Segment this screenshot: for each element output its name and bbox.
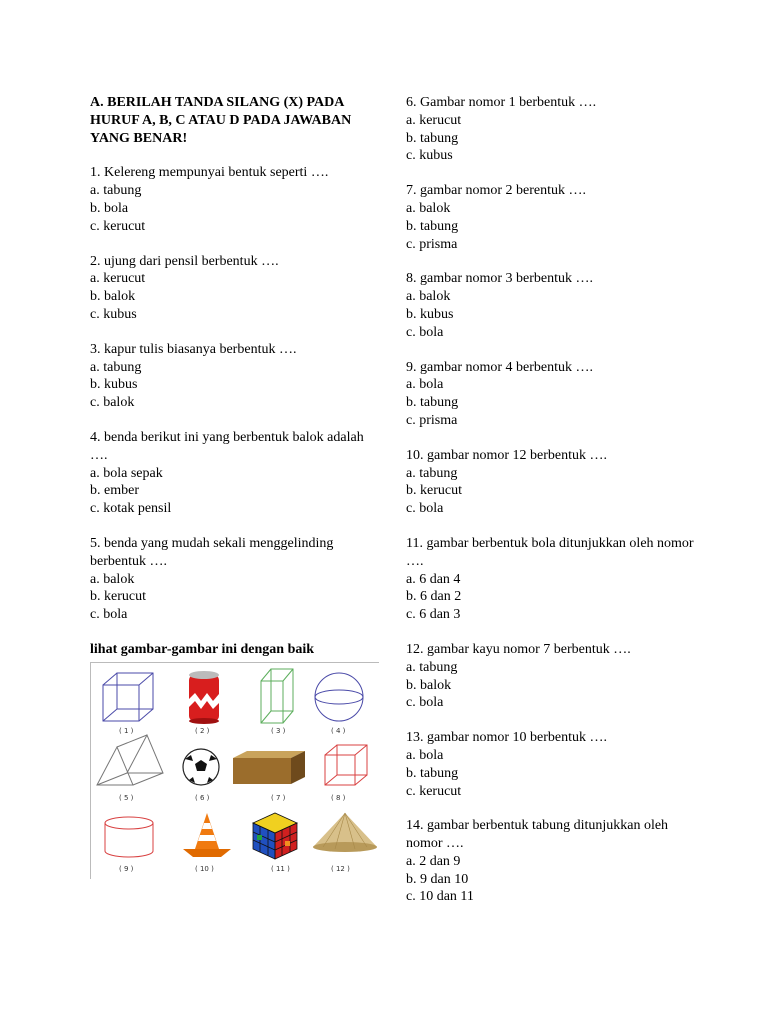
option-c: c. kotak pensil (90, 501, 172, 517)
prism-shape-5 (97, 735, 163, 785)
option-b: b. tabung (406, 218, 459, 234)
option-b: b. tabung (406, 395, 459, 411)
question-1 (90, 164, 380, 235)
question-text: 3. kapur tulis biasanya berbentuk …. (90, 341, 297, 357)
option-a: a. kerucut (90, 271, 146, 287)
option-c: c. bola (406, 501, 444, 517)
question-11 (406, 535, 706, 624)
can-shape-2 (189, 671, 219, 724)
figure-caption-7: ( 7 ) (271, 794, 286, 802)
question-text: 4. benda berikut ini yang berbentuk balok adalah …. (90, 429, 364, 463)
question-7 (406, 182, 706, 253)
figure-caption-5: ( 5 ) (119, 794, 134, 802)
figure-caption-2: ( 2 ) (195, 727, 210, 735)
question-text: 14. gambar berbentuk tabung ditunjukkan oleh nomor …. (406, 818, 669, 852)
rubik-cube-shape-11 (253, 813, 297, 859)
option-a: a. 2 dan 9 (406, 853, 461, 869)
question-text: 12. gambar kayu nomor 7 berbentuk …. (406, 641, 631, 657)
question-text: 2. ujung dari pensil berbentuk …. (90, 253, 279, 269)
cube-shape-1 (103, 673, 153, 721)
option-b: b. balok (406, 677, 452, 693)
option-a: a. tabung (90, 183, 142, 199)
option-c: c. 10 dan 11 (406, 889, 474, 905)
option-b: b. ember (90, 483, 139, 499)
conical-hat-shape-12 (313, 813, 377, 852)
option-c: c. bola (406, 324, 444, 340)
option-c: c. prisma (406, 236, 458, 252)
images-instruction: lihat gambar-gambar ini dengan baik (90, 641, 315, 657)
figure-caption-9: ( 9 ) (119, 865, 134, 873)
ball-shape-6 (183, 749, 219, 785)
figure-caption-6: ( 6 ) (195, 794, 210, 802)
question-6 (406, 94, 706, 165)
question-13 (406, 729, 706, 800)
option-c: c. kubus (90, 306, 137, 322)
option-a: a. balok (90, 571, 135, 587)
sphere-shape-4 (315, 673, 363, 721)
figure-caption-10: ( 10 ) (195, 865, 214, 873)
option-b: b. kubus (406, 306, 454, 322)
figure-caption-1: ( 1 ) (119, 727, 134, 735)
question-text: 13. gambar nomor 10 berbentuk …. (406, 730, 608, 746)
question-8 (406, 270, 706, 341)
question-text: 10. gambar nomor 12 berbentuk …. (406, 447, 608, 463)
option-c: c. kerucut (90, 218, 146, 234)
question-5 (90, 535, 380, 624)
question-text: 7. gambar nomor 2 berentuk …. (406, 183, 587, 199)
option-b: b. kerucut (90, 589, 146, 605)
cylinder-shape-9 (105, 817, 153, 857)
option-b: b. kerucut (406, 483, 462, 499)
left-column (90, 94, 380, 659)
option-c: c. 6 dan 3 (406, 607, 461, 623)
cuboid-shape-3 (261, 669, 293, 723)
option-b: b. kubus (90, 377, 138, 393)
option-a: a. balok (406, 289, 451, 305)
figure-caption-8: ( 8 ) (331, 794, 346, 802)
question-14 (406, 817, 706, 906)
option-b: b. tabung (406, 130, 459, 146)
option-c: c. bola (90, 607, 128, 623)
figure-caption-4: ( 4 ) (331, 727, 346, 735)
option-a: a. kerucut (406, 112, 462, 128)
figure-caption-3: ( 3 ) (271, 727, 286, 735)
option-a: a. tabung (406, 465, 458, 481)
option-c: c. prisma (406, 412, 458, 428)
option-b: b. bola (90, 200, 129, 216)
option-b: b. 6 dan 2 (406, 589, 462, 605)
question-4 (90, 429, 380, 518)
option-a: a. bola (406, 747, 444, 763)
question-text: 9. gambar nomor 4 berbentuk …. (406, 359, 594, 375)
figure-caption-12: ( 12 ) (331, 865, 350, 873)
wood-block-shape-7 (233, 751, 305, 784)
option-a: a. tabung (90, 359, 142, 375)
question-text: 5. benda yang mudah sekali menggelinding berbentuk …. (90, 535, 334, 569)
option-a: a. bola sepak (90, 465, 163, 481)
question-9 (406, 359, 706, 430)
question-3 (90, 341, 380, 412)
question-12 (406, 641, 706, 712)
question-text: 1. Kelereng mempunyai bentuk seperti …. (90, 165, 329, 181)
right-column (406, 94, 706, 906)
option-c: c. kubus (406, 148, 453, 164)
option-a: a. balok (406, 200, 451, 216)
cone-shape-10 (183, 813, 231, 857)
question-text: 11. gambar berbentuk bola ditunjukkan oleh nomor …. (406, 535, 694, 569)
question-2 (90, 253, 380, 324)
option-b: b. tabung (406, 765, 459, 781)
shapes-figure (90, 662, 379, 879)
option-a: a. 6 dan 4 (406, 571, 461, 587)
cube-shape-8 (325, 745, 367, 785)
option-c: c. bola (406, 695, 444, 711)
question-text: 6. Gambar nomor 1 berbentuk …. (406, 95, 597, 110)
option-c: c. balok (90, 395, 135, 411)
question-10 (406, 447, 706, 518)
option-b: b. balok (90, 289, 136, 305)
instruction-heading: A. BERILAH TANDA SILANG (X) PADA HURUF A, B, C ATAU D PADA JAWABAN YANG BENAR! (90, 95, 352, 146)
option-a: a. tabung (406, 659, 458, 675)
question-text: 8. gambar nomor 3 berbentuk …. (406, 271, 594, 287)
option-a: a. bola (406, 377, 444, 393)
option-c: c. kerucut (406, 783, 462, 799)
option-b: b. 9 dan 10 (406, 871, 469, 887)
figure-caption-11: ( 11 ) (271, 865, 290, 873)
